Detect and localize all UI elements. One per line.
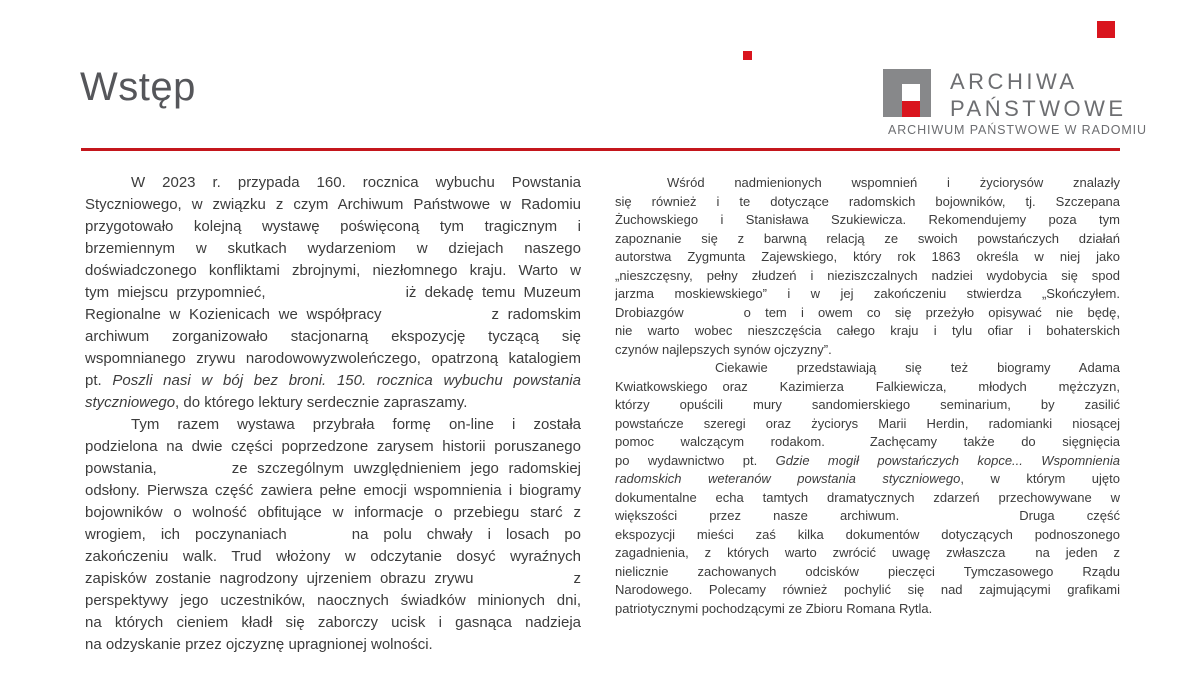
text-segment: pomoc walczącym rodakom. [615, 434, 825, 449]
text-segment: powstania, [85, 460, 157, 477]
text-segment: iż dekadę temu Muzeum [405, 284, 581, 301]
text-segment: z radomskim [491, 306, 581, 323]
text-line [615, 359, 1120, 378]
text-line [615, 489, 1120, 508]
text-segment: ze szczególnym uwzględnieniem jego radomskiej [231, 460, 581, 477]
text-line [85, 282, 581, 304]
text-line [85, 634, 581, 656]
text-line [85, 590, 581, 612]
text-segment: autorstwa Zygmunta Zajewskiego, który rok 1863 określa w niej jako [615, 249, 1120, 264]
justify-gap [825, 445, 870, 446]
text-line [85, 414, 581, 436]
text-line [615, 415, 1120, 434]
text-segment: , w którym ujęto [960, 471, 1120, 486]
text-line [615, 285, 1120, 304]
text-segment: Żuchowskiego i Stanisława Szukiewicza. Rekomendujemy poza tym [615, 212, 1120, 227]
text-segment: pt. [85, 372, 113, 389]
text-segment: którzy opuścili mury sandomierskiego seminarium, by zasilić [615, 397, 1120, 412]
text-line [615, 378, 1120, 397]
justify-gap [1005, 556, 1035, 557]
text-segment: Drobiazgów [615, 304, 684, 320]
text-line [85, 502, 581, 524]
justify-gap [474, 582, 574, 583]
text-segment: wrogiem, ich poczynaniach [85, 526, 287, 543]
text-segment: perspektywy jego uczestników, naocznych świadków minionych dni, [85, 592, 581, 609]
right-text-column [615, 174, 1120, 618]
text-segment: odsłony. Pierwsza część zawiera pełne emocji wspomnienia i biogramy [85, 482, 581, 499]
text-segment: zapoznanie się z barwną relacją ze swoich powstańczych działań [615, 230, 1120, 246]
logo-caption: ARCHIWUM PAŃSTWOWE W RADOMIU [888, 123, 1147, 137]
text-segment: bojowników o wolność obfitujące w informacje o przebiegu starć z [85, 504, 581, 521]
text-segment: „nieszczęsny, pełny złudzeń i nieziszczalnych nadziei wydobycia się spod [615, 267, 1120, 283]
decor-red-square-large [1097, 21, 1115, 38]
text-line [615, 193, 1120, 212]
text-segment: się również i te dotyczące radomskich bojowników, tj. Szczepana [615, 193, 1120, 209]
text-segment: nielicznie zachowanych odcisków pieczęci Tymczasowego Rządu [615, 563, 1120, 579]
text-line [85, 612, 581, 634]
text-line [615, 304, 1120, 323]
emblem-white-flag-part [902, 84, 920, 101]
text-line [615, 174, 1120, 193]
text-segment: zagadnienia, z których warto zwrócić uwagę zwłaszcza [615, 545, 1006, 560]
text-segment: nie warto wobec nieszczęścia całego kraju i tylu ofiar i bohaterskich [615, 323, 1120, 338]
text-segment: na których cieniem kładł się zaborczy ucisk i gasnąca nadzieja [85, 614, 581, 631]
text-segment: Tym razem wystawa przybrała formę on-line i została [131, 416, 581, 433]
text-segment: na odzyskanie przez ojczyznę upragnionej wolności. [85, 636, 433, 653]
text-segment: Druga część [1019, 508, 1120, 523]
header-divider-rule [81, 148, 1120, 151]
decor-red-square-small [743, 51, 752, 60]
text-segment-italic: radomskich weteranów powstania styczniowego [615, 471, 961, 486]
justify-gap [157, 472, 232, 473]
text-line [615, 452, 1120, 471]
text-segment: tym miejscu przypomnieć, [85, 284, 266, 301]
text-line [615, 526, 1120, 545]
logo-brand-line1: ARCHIWA [950, 69, 1078, 94]
text-segment: Wśród nadmienionych wspomnień i życiorysów znalazły [667, 175, 1120, 190]
text-segment: archiwum zorganizowało stacjonarną ekspozycję tyczącą się [85, 328, 581, 345]
text-segment-italic: Poszli nasi w bój bez broni. 150. rocznica wybuchu powstania [112, 372, 581, 389]
text-segment: na polu chwały i losach po [351, 526, 581, 543]
text-line [85, 392, 581, 414]
text-segment: powstańcze szeregi oraz życiorys Marii Herdin, radomianki niosącej [615, 415, 1120, 431]
text-segment: większości przez nasze archiwum. [615, 508, 900, 523]
archives-logo [883, 68, 1147, 138]
text-line [85, 436, 581, 458]
text-line [85, 304, 581, 326]
text-line [615, 230, 1120, 249]
text-segment: , do którego lektury serdecznie zapraszamy. [175, 394, 468, 411]
text-segment: po wydawnictwo pt. [615, 452, 776, 468]
text-line [615, 470, 1120, 489]
text-line [615, 267, 1120, 286]
text-line [615, 341, 1120, 360]
text-segment: Narodowego. Polecamy również pochylić się nad zajmującymi grafikami [615, 582, 1120, 597]
text-segment: czynów najlepszych synów ojczyzny”. [615, 341, 832, 357]
text-segment: na jeden z [1035, 545, 1120, 560]
text-line [85, 458, 581, 480]
text-line [615, 507, 1120, 526]
logo-brand-line2: PAŃSTWOWE [950, 96, 1127, 121]
text-line [85, 546, 581, 568]
text-line [615, 544, 1120, 563]
text-segment: przygotowało kolejną wystawę poświęconą tym tragicznym i [85, 218, 581, 235]
text-line [615, 581, 1120, 600]
archives-logo-emblem-icon [883, 69, 931, 117]
text-segment: ekspozycji mieści zaś kilka dokumentów dotyczących podnoszonego [615, 526, 1120, 542]
text-segment: jarzma moskiewskiego” i w jej zakończeniu stwierdza „Skończyłem. [615, 286, 1120, 301]
justify-gap [266, 296, 406, 297]
justify-gap [287, 538, 352, 539]
text-line [85, 260, 581, 282]
justify-gap [899, 519, 1019, 520]
text-line [85, 370, 581, 392]
text-line [615, 248, 1120, 267]
text-segment: W 2023 r. przypada 160. rocznica wybuchu Powstania [131, 174, 581, 191]
text-segment: Kwiatkowskiego [615, 378, 708, 394]
justify-gap [708, 390, 723, 391]
text-segment-italic: styczniowego [85, 394, 176, 411]
text-segment: zapisków zostanie nagrodzony ujrzeniem obrazu zrywu [85, 570, 474, 587]
emblem-red-flag-part [902, 101, 920, 117]
text-segment: Styczniowego, w związku z czym Archiwum Państwowe w Radomiu [85, 196, 581, 213]
text-line [85, 480, 581, 502]
text-segment: oraz Kazimierza Falkiewicza, młodych mężczyzn, [722, 378, 1120, 394]
text-segment: o tem i owem co się przeżyło opisywać nie będę, [743, 304, 1120, 320]
text-line [615, 322, 1120, 341]
text-line [615, 600, 1120, 619]
text-segment: Ciekawie przedstawiają się też biogramy Adama [715, 360, 1120, 375]
left-text-column [85, 172, 581, 656]
text-segment: wspomnianego zrywu narodowowyzwoleńczego, opatrzoną katalogiem [85, 350, 581, 367]
text-line [85, 172, 581, 194]
page-title: Wstęp [80, 65, 196, 109]
text-line [85, 348, 581, 370]
text-line [85, 568, 581, 590]
justify-gap [684, 316, 744, 317]
text-segment: brzemiennym w skutkach wydarzeniom w dziejach naszego [85, 240, 581, 257]
text-line [85, 216, 581, 238]
justify-gap [381, 318, 491, 319]
text-segment: Regionalne w Kozienicach we współpracy [85, 306, 382, 323]
text-segment: patriotycznymi pochodzącymi ze Zbioru Romana Rytla. [615, 600, 933, 616]
text-line [615, 433, 1120, 452]
text-segment-italic: Gdzie mogił powstańczych kopce... Wspomnienia [775, 452, 1120, 468]
text-line [85, 238, 581, 260]
text-segment: z [573, 570, 581, 587]
text-line [615, 563, 1120, 582]
text-line [85, 326, 581, 348]
text-line [615, 211, 1120, 230]
text-line [85, 194, 581, 216]
text-segment: doświadczonego konfliktami zbrojnymi, niezłomnego kraju. Warto w [85, 262, 581, 279]
logo-brand-text [950, 68, 1127, 122]
text-line [85, 524, 581, 546]
text-segment: dokumentalne echa tamtych dramatycznych zdarzeń przechowywane w [615, 489, 1120, 505]
text-line [615, 396, 1120, 415]
text-segment: podzielona na dwie części poprzedzone zarysem historii poruszanego [85, 438, 581, 455]
text-segment: zakończeniu walk. Trud włożony w odczytanie dosyć wyraźnych [85, 548, 581, 565]
text-segment: Zachęcamy także do sięgnięcia [869, 434, 1120, 449]
